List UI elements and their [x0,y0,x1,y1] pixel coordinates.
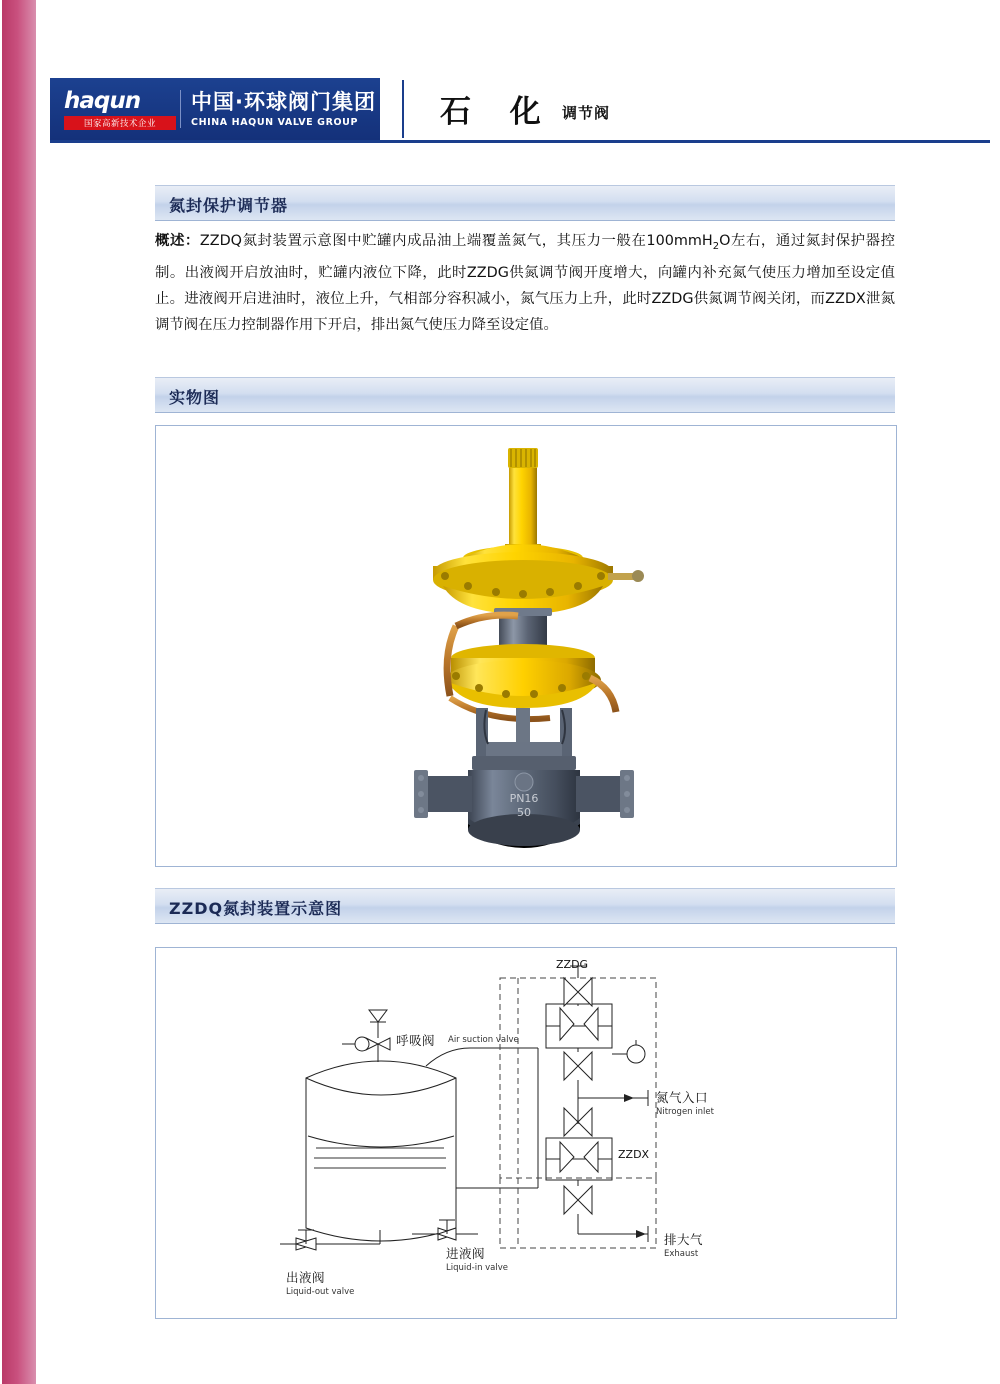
overview-text-1: ZZDQ氮封装置示意图中贮罐内成品油上端覆盖氮气，其压力一般在100mmH [199,233,713,249]
tag-zzdg: ZZDG [556,958,589,971]
company-name-en: CHINA HAQUN VALVE GROUP [191,116,359,128]
label-exhaust-cn: 排大气 [664,1232,704,1247]
overview-paragraph [155,228,895,338]
page-subtitle: 调节阀 [562,104,611,122]
section-bar-diagram [155,888,895,924]
band-gap [36,0,42,1384]
diagram-frame [155,947,897,1319]
logo-tagline: 国家高新技术企业 [64,116,176,130]
section-bar-photo-label: 实物图 [169,388,221,407]
valve-photo [156,426,894,864]
label-nitrogen-inlet [656,1088,714,1117]
overview-label: 概述： [155,233,200,249]
label-liquid-in-valve [446,1244,508,1273]
svg-text:50: 50 [517,806,531,819]
zzdq-schematic [156,948,894,1316]
company-name-cn: 中国·环球阀门集团 [191,89,376,114]
tag-zzdx: ZZDX [618,1148,650,1161]
label-liquid-in-valve-en: Liquid-in valve [446,1263,509,1273]
zzdq-schematic-svg [156,948,894,1316]
overview-text-2: O左右，通过氮封保护器控制。出液阀开启放油时，贮罐内液位下降，此时ZZDG供氮调节阀开度增大，向罐内补充氮气使压力增加至设定值止。进液阀开启进油时，液位上升，气相部分容积减小，氮气压力上升，此时ZZDG供氮调节阀关闭，而ZZDX泄氮调节阀在压力控制器作用下开启，排出氮气使压力降至设定值。 [155,233,895,333]
haqun-word: haqun [64,87,141,114]
overview-subscript: 2 [712,240,720,252]
section-bar-diagram-label: ZZDQ氮封装置示意图 [169,899,343,918]
page-header [42,78,982,140]
valve-photo-svg [156,426,894,864]
label-liquid-out-valve-en: Liquid-out valve [286,1287,355,1297]
label-liquid-out-valve-cn: 出液阀 [286,1270,326,1285]
section-bar-overview [155,185,895,221]
company-logo-block [50,78,380,140]
label-nitrogen-inlet-en: Nitrogen inlet [656,1107,714,1117]
svg-text:PN16: PN16 [509,792,539,805]
label-air-suction-valve [396,1031,435,1049]
section-bar-photo [155,377,895,413]
label-exhaust-en: Exhaust [664,1249,699,1259]
label-air-suction-valve-en-wrap [448,1034,519,1045]
photo-frame [155,425,897,867]
header-bottom-rule [50,140,990,143]
label-liquid-out-valve [286,1268,354,1297]
label-exhaust [664,1230,703,1259]
header-vertical-rule [402,80,404,138]
label-liquid-in-valve-cn: 进液阀 [446,1246,486,1261]
page-title: 石 化 [440,94,555,130]
label-air-suction-valve-cn: 呼吸阀 [396,1033,436,1048]
left-band-gradient [2,0,36,1384]
left-decorative-band [0,0,38,1384]
logo-text-group [191,91,376,128]
logo-divider [180,90,181,128]
label-air-suction-valve-en: Air suction valve [448,1035,519,1045]
haqun-wordmark [64,89,176,130]
label-nitrogen-inlet-cn: 氮气入口 [656,1090,709,1105]
section-bar-overview-label: 氮封保护调节器 [169,196,289,215]
